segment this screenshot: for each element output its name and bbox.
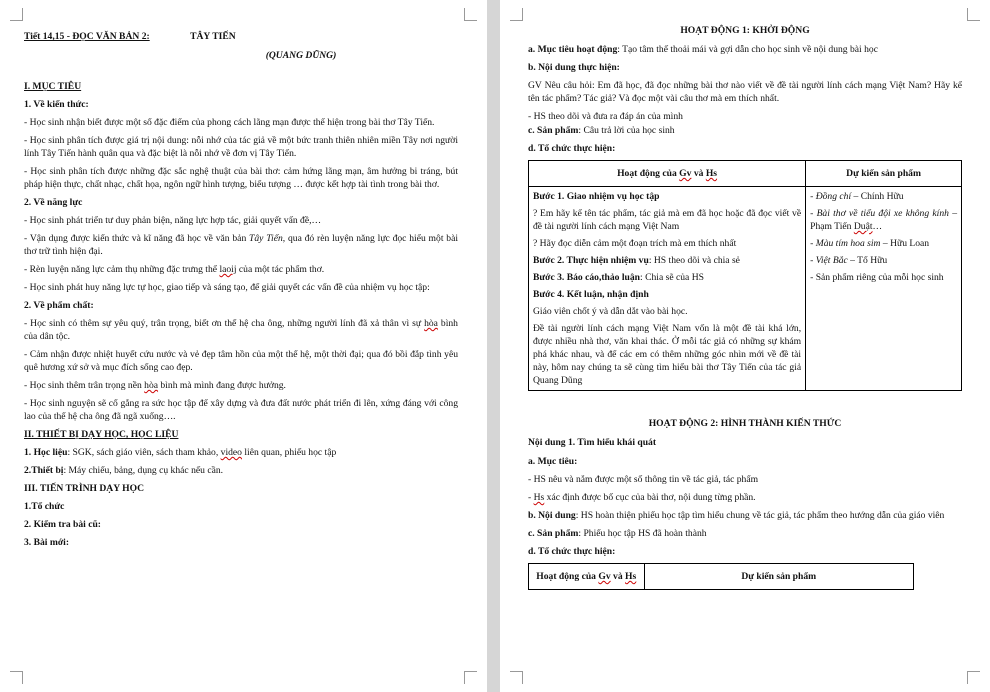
label: b. Nội dung thực hiện	[528, 62, 617, 73]
text-run: xác định được bố cục của bài thơ, nội dung từng phần.	[544, 492, 756, 503]
spellcheck-word: Gv	[679, 168, 692, 179]
author-name: – Tố Hữu	[847, 255, 888, 266]
activity1-table	[528, 160, 962, 391]
text-run: : Phiếu học tập HS đã hoàn thành	[578, 528, 707, 539]
table-header-cell	[529, 564, 645, 590]
step-line	[533, 271, 801, 284]
step-text: ? Hãy đọc diễn cảm một đoạn trích mà em thích nhất	[533, 238, 737, 249]
section-heading-objectives: I. MỤC TIÊU	[24, 81, 82, 92]
process-step: 2. Kiểm tra bài cũ:	[24, 519, 102, 530]
document-page-left	[0, 0, 487, 692]
text-run: bình mà mình đang được hưởng.	[158, 380, 286, 391]
product-item	[810, 190, 957, 203]
step-heading: Bước 4. Kết luận, nhận định	[533, 289, 649, 300]
objective-item	[528, 491, 962, 504]
activity2-heading: HOẠT ĐỘNG 2: HÌNH THÀNH KIẾN THỨC	[648, 418, 842, 429]
text-run: của một tác phẩm thơ.	[236, 264, 325, 275]
step-text: ? Em hãy kể tên tác phẩm, tác giả mà em đã học hoặc đã đọc viết về đề tài người lính cách mạng Việt Nam	[533, 208, 802, 232]
text-run: : HS hoàn thiện phiếu học tập tìm hiểu chung về tác giả, tác phẩm theo hướng dẫn của giáo viên	[575, 510, 945, 521]
text-run: …	[872, 221, 883, 232]
label: b. Nội dung	[528, 510, 576, 521]
table-row	[529, 187, 962, 391]
quality-item	[24, 379, 458, 392]
text-run: Hoạt động của	[536, 571, 599, 582]
crop-mark-top-right	[464, 8, 477, 21]
materials-line	[24, 446, 458, 459]
author-name: (QUANG DŨNG)	[265, 50, 337, 61]
content-line	[528, 509, 962, 522]
subheading-qualities: 2. Về phẩm chất:	[24, 300, 94, 311]
lesson-number: Tiết 14,15 - ĐỌC VĂN BẢN 2:	[24, 31, 150, 42]
work-title: - Màu tím hoa sim	[810, 238, 881, 249]
spellcheck-word: hòa	[424, 318, 438, 329]
text-run: bình của dân tộc.	[24, 318, 458, 342]
product-line	[528, 527, 962, 540]
text-run: : Câu trả lời của học sinh	[578, 125, 675, 136]
crop-mark-top-left	[510, 8, 523, 21]
text-run: : HS theo dõi và chia sẻ	[648, 255, 740, 266]
step-heading: Bước 3. Báo cáo,thảo luận	[533, 272, 641, 283]
table-cell-activity	[529, 187, 806, 391]
work-title: - Việt Bắc	[810, 255, 848, 266]
quality-item: - Học sinh nguyện sẽ cố gắng ra sức học tập để xây dựng và đưa đất nước phát triển đi lên, xứng đáng với công lao của thế hệ cha ông đã ngã xuống….	[24, 398, 458, 422]
equipment-line	[24, 464, 458, 477]
crop-mark-top-left	[10, 8, 23, 21]
table-header-cell: Dự kiến sản phẩm	[644, 564, 914, 590]
label: 1. Học liệu	[24, 447, 68, 458]
text-run: qua đó rèn luyện năng lực đọc hiểu một bài thơ trữ tình hiện đại.	[24, 233, 459, 257]
label: 2.Thiết bị	[24, 465, 64, 476]
activity1-heading: HOẠT ĐỘNG 1: KHỞI ĐỘNG	[680, 25, 810, 36]
spellcheck-word: laoij	[219, 264, 237, 275]
crop-mark-bottom-left	[510, 671, 523, 684]
quality-item	[24, 317, 458, 343]
label: c. Sản phẩm	[528, 528, 579, 539]
work-title: - Đồng chí	[810, 191, 852, 202]
spellcheck-word: Hs	[625, 571, 637, 582]
text-run: : Tạo tâm thế thoải mái và gợi dẫn cho học sinh về nội dung bài học	[617, 44, 878, 55]
step-heading: Bước 1. Giao nhiệm vụ học tập	[533, 191, 660, 202]
section-heading-equipment: II. THIẾT BỊ DẠY HỌC, HỌC LIỆU	[24, 429, 179, 440]
product-line	[528, 124, 962, 137]
step-text: Đề tài người lính cách mạng Việt Nam vốn là một đề tài khá lớn, được nhiều nhà thơ, văn khai thác. Ở mỗi tác giả có những sự khám phá khác nhau, và để các em có thêm những góc nhìn mới về đề tài này, hôm nay chúng ta sẽ cùng tìm hiểu bài thơ Tây Tiến của tác giả Quang Dũng	[533, 323, 802, 386]
step-line	[533, 254, 801, 267]
text-run-italic: Tây Tiến,	[249, 233, 286, 244]
section-heading-process: III. TIẾN TRÌNH DẠY HỌC	[24, 483, 145, 494]
right-page-content	[528, 24, 962, 590]
author-name: – Hữu Loan	[880, 238, 930, 249]
table-header-row	[529, 161, 962, 187]
spellcheck-word: Gv	[598, 571, 611, 582]
process-step: 3. Bài mới:	[24, 537, 70, 548]
label: c. Sản phẩm	[528, 125, 579, 136]
text-run: - Học sinh thêm trân trọng nền	[24, 380, 145, 391]
table-cell-product	[806, 187, 962, 391]
organization-heading: d. Tổ chức thực hiện:	[528, 546, 616, 557]
competence-item	[24, 263, 458, 276]
content1-heading: Nội dung 1. Tìm hiểu khái quát	[528, 437, 657, 448]
text-run: : Máy chiếu, bảng, dụng cụ khác nếu cần.	[63, 465, 224, 476]
step-text: Giáo viên chốt ý và dẫn dắt vào bài học.	[533, 306, 688, 317]
objective-line	[528, 43, 962, 56]
subheading-competence: 2. Về năng lực	[24, 197, 83, 208]
work-title: TÂY TIẾN	[190, 31, 236, 42]
document-page-right	[500, 0, 990, 692]
spellcheck-word: Duật	[853, 221, 873, 232]
knowledge-item: - Học sinh phân tích được những đặc sắc nghệ thuật của bài thơ: cảm hứng lãng mạn, âm hưởng bi tráng, bút pháp hiện thực, chất nhạc, chất họa, ngôn ngữ hình tượng, biểu tượng … được kết hợp tài tình trong bài thơ.	[24, 166, 458, 190]
author-name: – Phạm Tiến	[810, 208, 957, 232]
text-run: - Rèn luyện năng lực cảm thụ những đặc trưng thể	[24, 264, 220, 275]
text-run: Hoạt động của	[617, 168, 680, 179]
crop-mark-top-right	[967, 8, 980, 21]
student-response: - HS theo dõi và đưa ra đáp án của mình	[528, 111, 683, 122]
teacher-question: GV Nêu câu hỏi: Em đã học, đã đọc những bài thơ nào viết về đề tài người lính cách mạng Việt Nam? Hãy kể tên tác phẩm? Tác giả? Và đọc một vài câu thơ mà em thích nhất.	[528, 80, 962, 104]
lesson-title	[24, 30, 458, 43]
label: a. Mục tiêu hoạt động	[528, 44, 618, 55]
product-item	[810, 237, 957, 250]
work-title: - Bài thơ về tiểu đội xe không kính	[810, 208, 949, 219]
objective-heading: a. Mục tiêu:	[528, 456, 578, 467]
text-run: : Chia sẽ của HS	[640, 272, 704, 283]
competence-item: - Học sinh phát huy năng lực tự học, giao tiếp và sáng tạo, để giải quyết các vấn đề của nhiệm vụ học tập:	[24, 282, 430, 293]
spellcheck-word: Hs	[533, 492, 545, 503]
text-run: và	[691, 168, 706, 179]
activity2-table	[528, 563, 914, 590]
table-header-row	[529, 564, 914, 590]
crop-mark-bottom-right	[464, 671, 477, 684]
objective-item: - HS nêu và nắm được một số thông tin về tác giả, tác phẩm	[528, 474, 759, 485]
crop-mark-bottom-right	[967, 671, 980, 684]
text-run: và	[610, 571, 626, 582]
organization-heading: d. Tổ chức thực hiện:	[528, 143, 616, 154]
text-run: - Học sinh có thêm sự yêu quý, trân trọng, biết ơn thế hệ cha ông, những người lính đã xả thân vì sự	[24, 318, 425, 329]
product-item	[810, 207, 957, 233]
table-header-cell	[529, 161, 806, 187]
content-line	[528, 61, 962, 74]
quality-item: - Cảm nhận được nhiệt huyết cứu nước và vẻ đẹp tâm hồn của một thế hệ, một thời đại; qua đó bồi đắp tình yêu quê hương xứ sở và mục đích sống cao đẹp.	[24, 349, 458, 373]
left-page-content	[24, 30, 458, 554]
text-run: liên quan, phiếu học tập	[241, 447, 337, 458]
text-run: -	[528, 492, 534, 503]
competence-item	[24, 232, 458, 258]
subheading-knowledge: 1. Về kiến thức:	[24, 99, 89, 110]
product-item: - Sản phẩm riêng của mỗi học sinh	[810, 272, 944, 283]
spellcheck-word: Hs	[705, 168, 718, 179]
spellcheck-word: hòa	[144, 380, 159, 391]
knowledge-item: - Học sinh phân tích được giá trị nội dung: nỗi nhớ của tác giả về một bức tranh thiên nhiên miền Tây nơi người lính Tây Tiến hành quân qua và đặc biệt là nỗi nhớ về đơn vị Tây Tiến.	[24, 135, 458, 159]
process-step: 1.Tổ chức	[24, 501, 65, 512]
spellcheck-word: video	[220, 447, 242, 458]
text-run: :	[616, 62, 620, 73]
crop-mark-bottom-left	[10, 671, 23, 684]
knowledge-item: - Học sinh nhận biết được một số đặc điểm của phong cách lãng mạn được thể hiện trong bài thơ Tây Tiến.	[24, 117, 435, 128]
text-run: - Vận dụng được kiến thức và kĩ năng đã học về văn bản	[24, 233, 250, 244]
product-item	[810, 254, 957, 267]
step-heading: Bước 2. Thực hiện nhiệm vụ	[533, 255, 649, 266]
competence-item: - Học sinh phát triển tư duy phản biện, năng lực hợp tác, giải quyết vấn đề,…	[24, 215, 322, 226]
author-name: – Chính Hữu	[851, 191, 904, 202]
text-run: : SGK, sách giáo viên, sách tham khảo,	[67, 447, 221, 458]
table-header-cell: Dự kiến sản phẩm	[806, 161, 962, 187]
